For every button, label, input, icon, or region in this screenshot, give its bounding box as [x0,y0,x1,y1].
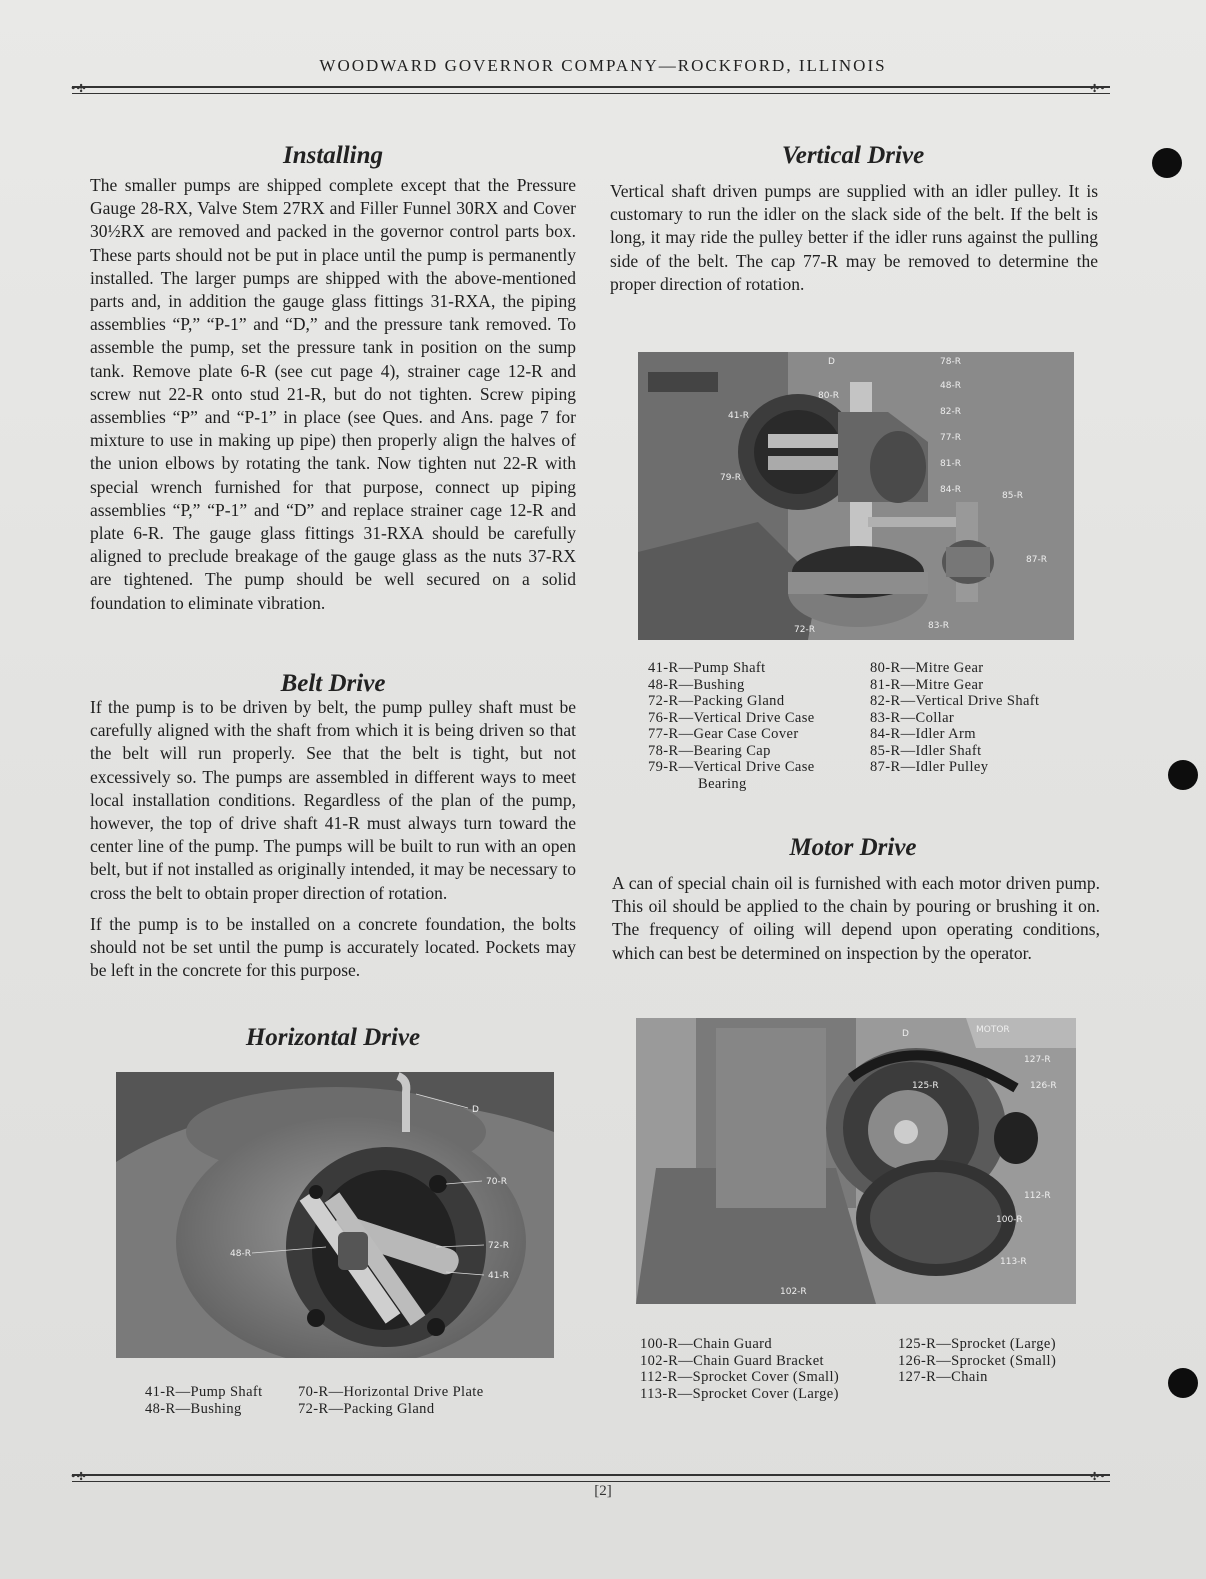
rule-ornament-left: •✣ [70,1470,86,1483]
legend-item: 48-R—Bushing [145,1400,242,1417]
vertical-drive-heading: Vertical Drive [781,142,925,169]
vertical-drive-photo [638,352,1074,640]
vertical-legend-col1 [648,660,815,792]
legend-item: 78-R—Bearing Cap [648,742,771,759]
photo-label: 82-R [940,407,961,417]
legend-item: 82-R—Vertical Drive Shaft [870,693,1040,709]
binder-hole-bottom [1168,1368,1198,1398]
vertical-drive-paragraph: Vertical shaft driven pumps are supplied with an idler pulley. It is customary to run the idler on the slack side of the belt. If the belt is long, it may ride the pulley better if the idler runs against the pulling side of the belt. The cap 77-R may be removed to determine the proper direction of rotation. [610,181,1098,294]
installing-text [90,174,576,615]
page-header: WOODWARD GOVERNOR COMPANY—ROCKFORD, ILLINOIS [319,56,887,75]
installing-paragraph: The smaller pumps are shipped complete except that the Pressure Gauge 28-RX, Valve Stem 27RX and Filler Funnel 30RX and Cover 30½RX are removed and packed in the governor control parts box. These parts should not be put in place until the pump is permanently installed. The larger pumps are shipped with the above-mentioned parts and, in addition the gauge glass fittings 31-RXA, the piping assemblies “P,” “P-1” and “D,” and the pressure tank removed. To assemble the pump, set the pressure tank in position on the sump tank. Remove plate 6-R (see cut page 4), strainer cage 12-R and screw nut 22-R onto stud 21-R, but do not tighten. Screw piping assemblies “P” and “P-1” in place (see Ques. and Ans. page 7 for mixture to use in making up pipe) then properly align the halves of the union elbows by rotating the tank. Now tighten nut 22-R with special wrench furnished for that purpose, connect up piping assemblies “P,” “P-1” and “D” and replace strainer cage 12-R and plate 6-R. The gauge glass fittings 31-RXA should be carefully aligned to preclude breakage of the gauge glass as the nuts 37-RX are tightened. The pump should be well secured on a solid foundation to eliminate vibration. [90,175,576,613]
vertical-legend-col2 [870,660,1039,776]
photo-label: 80-R [818,391,839,401]
legend-item: 41-R—Pump Shaft [648,660,766,676]
legend-item: 113-R—Sprocket Cover (Large) [640,1385,839,1402]
motor-drive-paragraph: A can of special chain oil is furnished with each motor driven pump. This oil should be applied to the chain by pouring or brushing it on. The frequency of oiling will depend upon operating conditions, which can best be determined on inspection by the operator. [612,873,1100,963]
legend-item: 83-R—Collar [870,709,955,726]
photo-label: 100-R [996,1215,1023,1225]
photo-label: 84-R [940,485,961,495]
photo-label: 72-R [488,1241,509,1251]
photo-label: 41-R [488,1271,509,1281]
legend-item: 85-R—Idler Shaft [870,742,982,759]
binder-hole-middle [1168,760,1198,790]
motor-legend-col1 [640,1336,839,1402]
footer-rule [72,1474,1110,1482]
legend-item: 72-R—Packing Gland [648,693,785,709]
photo-label: 77-R [940,433,961,443]
belt-drive-text [90,696,576,982]
legend-item: 48-R—Bushing [648,676,745,693]
horizontal-legend-col1 [145,1384,263,1417]
photo-label: 48-R [230,1249,251,1259]
photo-label: 125-R [912,1081,939,1091]
legend-item: 87-R—Idler Pulley [870,759,989,775]
horizontal-drive-photo [116,1072,554,1358]
belt-drive-paragraph-1: If the pump is to be driven by belt, the pump pulley shaft must be carefully aligned with the shaft from which it is being driven so that the belt will run properly. See that the belt is tight, but not excessively so. The pumps are assembled in different ways to meet local installation conditions. Regardless of the plan of the pump, however, the top of drive shaft 41-R must always turn toward the center line of the pump. The pumps will be built to run with an open belt, but if not installed as originally intended, it may be necessary to cross the belt to obtain proper direction of rotation. [90,697,576,903]
legend-item: 77-R—Gear Case Cover [648,726,799,742]
photo-label: 127-R [1024,1055,1051,1065]
belt-drive-heading: Belt Drive [280,670,386,697]
photo-label: 79-R [720,473,741,483]
legend-item: 127-R—Chain [898,1369,988,1385]
legend-item: 72-R—Packing Gland [298,1400,435,1417]
legend-item: 76-R—Vertical Drive Case [648,709,815,726]
photo-label: 72-R [794,625,815,635]
photo-label: 112-R [1024,1191,1051,1201]
installing-heading: Installing [282,142,384,169]
legend-item: 126-R—Sprocket (Small) [898,1352,1057,1369]
photo-label: 87-R [1026,555,1047,565]
motor-drive-photo [636,1018,1076,1304]
legend-item: 41-R—Pump Shaft [145,1384,263,1400]
photo-label: 48-R [940,381,961,391]
legend-item: 84-R—Idler Arm [870,726,976,742]
photo-label: MOTOR [976,1025,1010,1035]
legend-item: 81-R—Mitre Gear [870,676,984,693]
motor-drive-text [612,872,1100,965]
horizontal-legend-col2 [298,1384,484,1417]
legend-item: Bearing [698,775,747,792]
photo-label: D [472,1105,479,1115]
binder-hole-top [1152,148,1182,178]
legend-item: 102-R—Chain Guard Bracket [640,1352,824,1369]
photo-label: D [902,1029,909,1039]
photo-label: 126-R [1030,1081,1057,1091]
legend-item: 70-R—Horizontal Drive Plate [298,1384,484,1400]
rule-ornament-right: ✣• [1090,1470,1106,1483]
motor-legend-col2 [898,1336,1056,1386]
photo-label: 70-R [486,1177,507,1187]
photo-label: D [828,357,835,367]
photo-label: 85-R [1002,491,1023,501]
header-rule [72,86,1110,94]
photo-label: 81-R [940,459,961,469]
horizontal-drive-heading: Horizontal Drive [245,1024,421,1051]
photo-label: 102-R [780,1287,807,1297]
legend-item: 125-R—Sprocket (Large) [898,1336,1056,1352]
vertical-drive-text [610,180,1098,296]
legend-item: 112-R—Sprocket Cover (Small) [640,1369,840,1385]
legend-item: 100-R—Chain Guard [640,1336,773,1352]
rule-ornament-right: ✣• [1090,82,1106,95]
belt-drive-paragraph-2: If the pump is to be installed on a concrete foundation, the bolts should not be set until the pump is accurately located. Pockets may be left in the concrete for this purpose. [90,913,576,981]
rule-ornament-left: •✣ [70,82,86,95]
legend-item: 80-R—Mitre Gear [870,660,984,676]
photo-label: 78-R [940,357,961,367]
photo-label: 83-R [928,621,949,631]
photo-label: 41-R [728,411,749,421]
motor-drive-heading: Motor Drive [789,834,917,861]
legend-item: 79-R—Vertical Drive Case [648,759,815,775]
page-number: [2] [594,1483,612,1499]
photo-label: 113-R [1000,1257,1027,1267]
